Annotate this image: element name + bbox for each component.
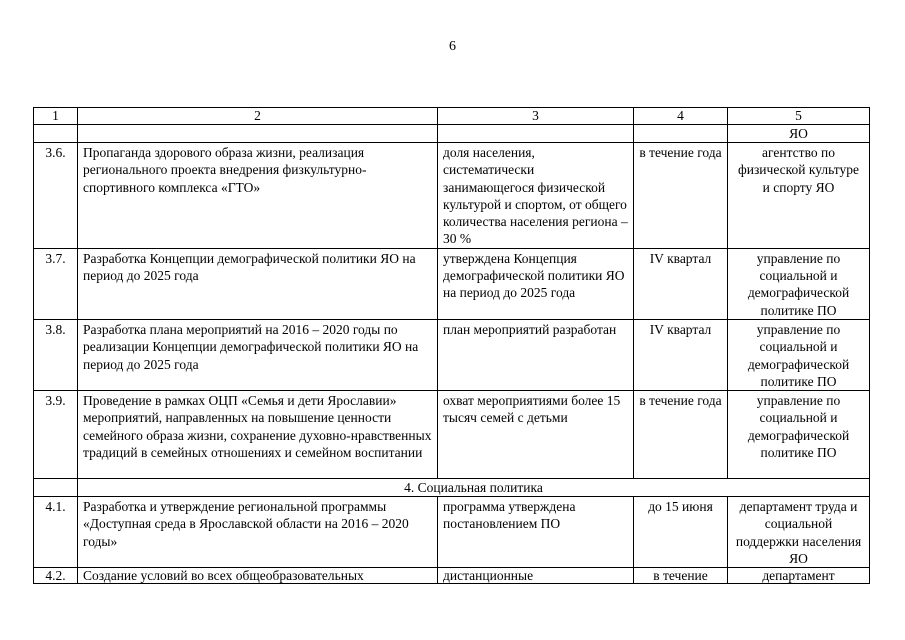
row-activity: Проведение в рамках ОЦП «Семья и дети Ярославии» мероприятий, направленных на повышение ценности семейного образа жизни, сохранение духовно-нравственных традиций в семейных отношениях и семейном воспитании	[78, 391, 438, 479]
row-term: IV квартал	[634, 319, 728, 390]
row-responsible: управление по социальной и демографической политике ПО	[728, 319, 870, 390]
table-row	[34, 391, 870, 479]
row-number: 4.2.	[34, 568, 78, 584]
row-term: в течение	[634, 568, 728, 584]
action-plan-table	[33, 107, 870, 584]
row-activity: Разработка плана мероприятий на 2016 – 2020 годы по реализации Концепции демографической политики ЯО на период до 2025 года	[78, 319, 438, 390]
row-term: до 15 июня	[634, 497, 728, 568]
table-row	[34, 319, 870, 390]
continuation-num	[34, 125, 78, 143]
row-responsible: агентство по физической культуре и спорту ЯО	[728, 143, 870, 249]
page-number: 6	[449, 39, 456, 54]
column-number-header-row	[34, 108, 870, 125]
column-number-2: 2	[78, 108, 438, 125]
row-responsible: управление по социальной и демографической политике ПО	[728, 391, 870, 479]
row-term: IV квартал	[634, 248, 728, 319]
continuation-responsible: ЯО	[728, 125, 870, 143]
row-term: в течение года	[634, 143, 728, 249]
row-indicator: охват мероприятиями более 15 тысяч семей с детьми	[438, 391, 634, 479]
section-title: 4. Социальная политика	[78, 479, 870, 497]
section-num	[34, 479, 78, 497]
row-indicator: план мероприятий разработан	[438, 319, 634, 390]
table-row	[34, 248, 870, 319]
row-number: 4.1.	[34, 497, 78, 568]
row-responsible: департамент труда и социальной поддержки населения ЯО	[728, 497, 870, 568]
row-number: 3.7.	[34, 248, 78, 319]
continuation-indicator	[438, 125, 634, 143]
row-indicator: программа утверждена постановлением ПО	[438, 497, 634, 568]
row-indicator: дистанционные	[438, 568, 634, 584]
row-term: в течение года	[634, 391, 728, 479]
column-number-5: 5	[728, 108, 870, 125]
column-number-3: 3	[438, 108, 634, 125]
row-number: 3.9.	[34, 391, 78, 479]
row-number: 3.6.	[34, 143, 78, 249]
column-number-1: 1	[34, 108, 78, 125]
row-number: 3.8.	[34, 319, 78, 390]
column-number-4: 4	[634, 108, 728, 125]
table-row	[34, 143, 870, 249]
row-responsible: департамент	[728, 568, 870, 584]
row-activity: Пропаганда здорового образа жизни, реализация регионального проекта внедрения физкультурно-спортивного комплекса «ГТО»	[78, 143, 438, 249]
table-row	[34, 497, 870, 568]
continuation-row	[34, 125, 870, 143]
continuation-activity	[78, 125, 438, 143]
row-responsible: управление по социальной и демографической политике ПО	[728, 248, 870, 319]
row-indicator: утверждена Концепция демографической политики ЯО на период до 2025 года	[438, 248, 634, 319]
continuation-term	[634, 125, 728, 143]
row-activity: Создание условий во всех общеобразовательных	[78, 568, 438, 584]
section-row	[34, 479, 870, 497]
row-activity: Разработка Концепции демографической политики ЯО на период до 2025 года	[78, 248, 438, 319]
table-row	[34, 568, 870, 584]
row-activity: Разработка и утверждение региональной программы «Доступная среда в Ярославской области на 2016 – 2020 годы»	[78, 497, 438, 568]
row-indicator: доля населения, систематически занимающегося физической культурой и спортом, от общего количества населения региона – 30 %	[438, 143, 634, 249]
